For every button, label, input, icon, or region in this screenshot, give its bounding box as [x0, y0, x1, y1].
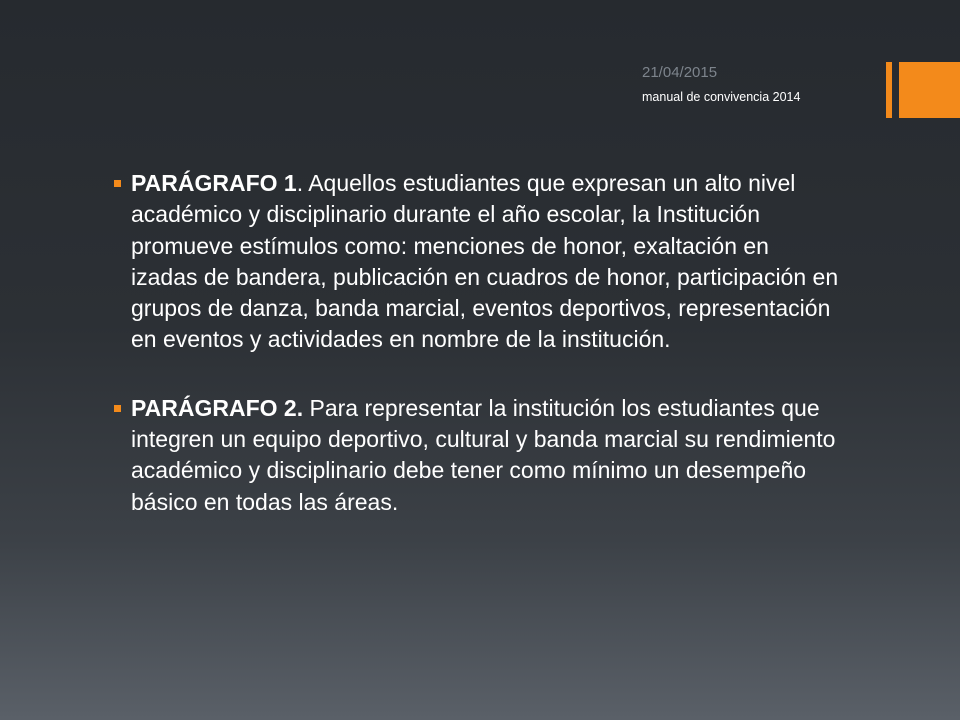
paragraph-1 [112, 168, 840, 356]
bullet-icon [114, 405, 121, 412]
paragraph-2-label: PARÁGRAFO 2. [131, 394, 304, 421]
slide-footer: manual de convivencia 2014 [642, 90, 801, 104]
paragraph-1-text: . Aquellos estudiantes que expresan un alto nivel académico y disciplinario durante el año escolar, la Institución promueve estímulos como: menciones de honor, exaltación en izadas de bandera, publicación en cuadros de honor, participación en grupos de danza, banda marcial, eventos deportivos, representación en eventos y actividades en nombre de la institución. [131, 170, 839, 353]
bullet-icon [114, 180, 121, 187]
accent-bar-thin [886, 62, 892, 118]
slide-body [112, 168, 840, 518]
paragraph-2 [112, 393, 840, 518]
paragraph-1-label: PARÁGRAFO 1 [131, 170, 297, 196]
slide-date: 21/04/2015 [642, 64, 718, 81]
paragraph-2-text: Para representar la institución los estudiantes que integren un equipo deportivo, cultural y banda marcial su rendimiento académico y disciplinario debe tener como mínimo un desempeño básico en todas las áreas. [131, 394, 836, 515]
accent-bar-thick [899, 62, 960, 118]
